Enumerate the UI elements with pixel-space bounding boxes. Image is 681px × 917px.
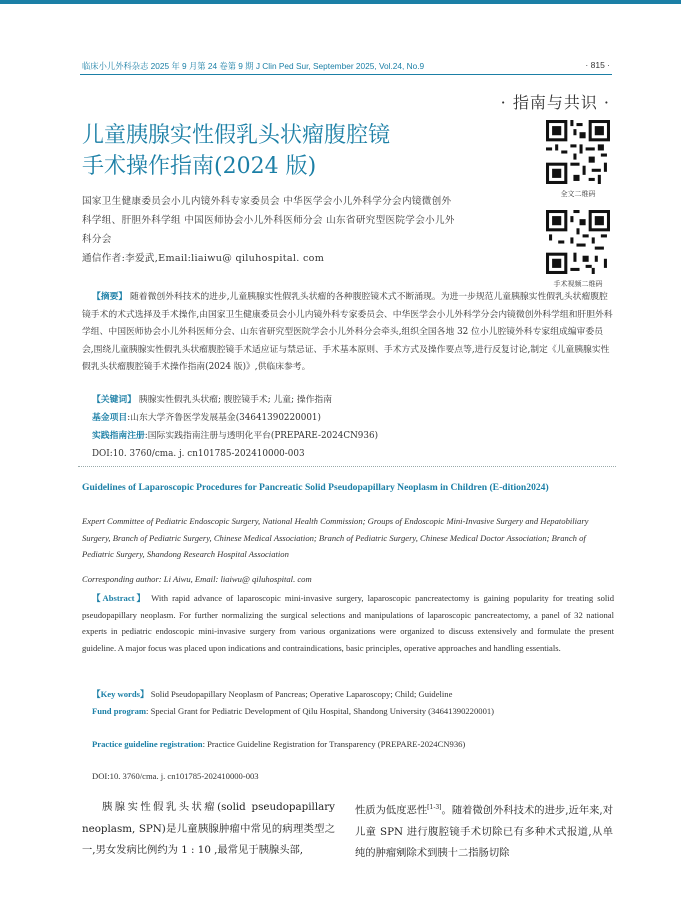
body-text: 性质为低度恶性 bbox=[355, 804, 428, 817]
english-title: Guidelines of Laparoscopic Procedures for Pancreatic Solid Pseudopapillary Neoplasm in Children (E-dition2024) bbox=[82, 482, 549, 493]
fulltext-qr-code[interactable] bbox=[546, 120, 610, 184]
fund-text: :山东大学齐鲁医学发展基金(34641390220001) bbox=[127, 413, 321, 423]
body-text: 。随着微创外科技术的进步,近年来,对儿童 SPN 进行腹腔镜手术切除已有多种术式报道,从单纯的肿瘤剜除术到胰十二指肠切除 bbox=[355, 804, 614, 860]
body-column-right bbox=[355, 797, 613, 865]
header-accent-bar bbox=[0, 0, 681, 4]
keywords-label: 【关键词】 bbox=[92, 395, 136, 405]
video-qr-label: 手术视频二维码 bbox=[553, 280, 603, 288]
qr-code-icon bbox=[546, 210, 610, 274]
english-registration bbox=[82, 736, 614, 753]
section-tag: · 指南与共识 · bbox=[500, 93, 610, 112]
english-fund bbox=[82, 703, 614, 720]
english-registration-text: : Practice Guideline Registration for Transparency (PREPARE-2024CN936) bbox=[202, 739, 466, 749]
citation-ref[interactable]: [1-3] bbox=[427, 804, 442, 811]
registration-text: :国际实践指南注册与透明化平台(PREPARE-2024CN936) bbox=[144, 431, 378, 441]
video-qr-code[interactable] bbox=[546, 210, 610, 274]
english-keywords bbox=[92, 686, 614, 703]
author-line: 科学组、肝胆外科学组 中国医师协会小儿外科医师分会 山东省研究型医院学会小儿外 bbox=[82, 215, 455, 226]
article-title bbox=[82, 120, 492, 182]
keywords-text: 胰腺实性假乳头状瘤; 腹腔镜手术; 儿童; 操作指南 bbox=[136, 395, 333, 405]
title-line-2: 手术操作指南(2024 版) bbox=[82, 154, 317, 179]
english-authors: Expert Committee of Pediatric Endoscopic Surgery, National Health Commission; Groups of Endoscopic Mini-Invasive Surgery and Hepatobiliary Surgery, Branch of Pediatric Surgery, Chinese Medical Association; Branch of Pediatric Surgery, Chinese Medical Doctor Association; Branch of Pediatric Surgery, Shandong Research Hospital Association bbox=[82, 516, 589, 559]
author-block bbox=[82, 192, 532, 268]
header-rule bbox=[80, 74, 612, 75]
english-fund-text: : Special Grant for Pediatric Development of Qilu Hospital, Shandong University (34641390220001) bbox=[146, 706, 495, 716]
english-fund-label: Fund program bbox=[92, 706, 147, 716]
english-abstract-label: 【Abstract】 bbox=[92, 593, 148, 603]
fund-label: 基金项目 bbox=[92, 413, 128, 423]
section-divider bbox=[78, 466, 616, 467]
abstract-label: 【摘要】 bbox=[92, 292, 128, 302]
journal-header: 临床小儿外科杂志 2025 年 9 月第 24 卷第 9 期 J Clin Ped Sur, September 2025, Vol.24, No.9 bbox=[82, 61, 425, 71]
fund-cn bbox=[92, 410, 321, 428]
author-line: 国家卫生健康委员会小儿内镜外科专家委员会 中华医学会小儿外科学分会内镜微创外 bbox=[82, 196, 452, 207]
english-keywords-label: 【Key words】 bbox=[92, 689, 149, 699]
abstract-text: 随着微创外科技术的进步,儿童胰腺实性假乳头状瘤的各种腹腔镜术式不断涌现。为进一步规范儿童胰腺实性假乳头状瘤腹腔镜手术的术式选择及手术操作,由国家卫生健康委员会小儿内镜外科专家委员会、中华医学会小儿外科学分会内镜微创外科学组和肝胆外科学组、中国医师协会小儿外科医师分会、山东省研究型医院学会小儿外科分会牵头,组织全国各地 32 位小儿腔镜外科专家组成编审委员会,围绕儿童胰腺实性假乳头状瘤腹腔镜手术适应证与禁忌证、手术基本原则、手术方式及操作要点等,进行反复讨论,制定《儿童胰腺实性假乳头状瘤腹腔镜手术操作指南(2024 版)》,供临床参考。 bbox=[82, 292, 613, 372]
english-abstract-text: With rapid advance of laparoscopic mini-invasive surgery, laparoscopic pancreatectomy is gaining popularity for treating solid pseudopapillary neoplasm. For further normalizing the surgical selections and manipulations of laparoscopic pancreatectomy, a panel of 32 national experts in pediatric endoscopic mini-invasive surgery from various organizations were organized to discuss extensively and formulate the present guideline. A major focus was placed upon indications and contraindications, basic principles, operative approaches and handling essentials. bbox=[82, 593, 614, 653]
keywords-cn bbox=[92, 392, 332, 410]
english-abstract bbox=[82, 590, 614, 656]
title-line-1: 儿童胰腺实性假乳头状瘤腹腔镜 bbox=[82, 123, 391, 148]
body-column-left: 胰腺实性假乳头状瘤(solid pseudopapillary neoplasm, SPN)是儿童胰腺肿瘤中常见的病理类型之一,男女发病比例约为 1 : 10 ,最常见于胰腺头部, bbox=[82, 801, 335, 856]
registration-cn bbox=[92, 428, 378, 446]
author-line: 科分会 bbox=[82, 234, 112, 245]
english-corresponding: Corresponding author: Li Aiwu, Email: liaiwu@ qiluhospital. com bbox=[82, 574, 312, 584]
doi-en[interactable]: DOI:10. 3760/cma. j. cn101785-202410000-003 bbox=[92, 771, 259, 781]
doi-cn[interactable]: DOI:10. 3760/cma. j. cn101785-202410000-003 bbox=[92, 449, 305, 459]
abstract-cn bbox=[82, 289, 614, 377]
english-registration-label: Practice guideline registration bbox=[92, 739, 203, 749]
fulltext-qr-label: 全文二维码 bbox=[560, 190, 596, 198]
page-number: · 815 · bbox=[585, 60, 610, 70]
qr-code-icon bbox=[546, 120, 610, 184]
english-keywords-text: Solid Pseudopapillary Neoplasm of Pancreas; Operative Laparoscopy; Child; Guideline bbox=[148, 689, 453, 699]
corresponding-author: 通信作者:李爱武,Email:liaiwu@ qiluhospital. com bbox=[82, 253, 325, 264]
registration-label: 实践指南注册 bbox=[92, 431, 145, 441]
